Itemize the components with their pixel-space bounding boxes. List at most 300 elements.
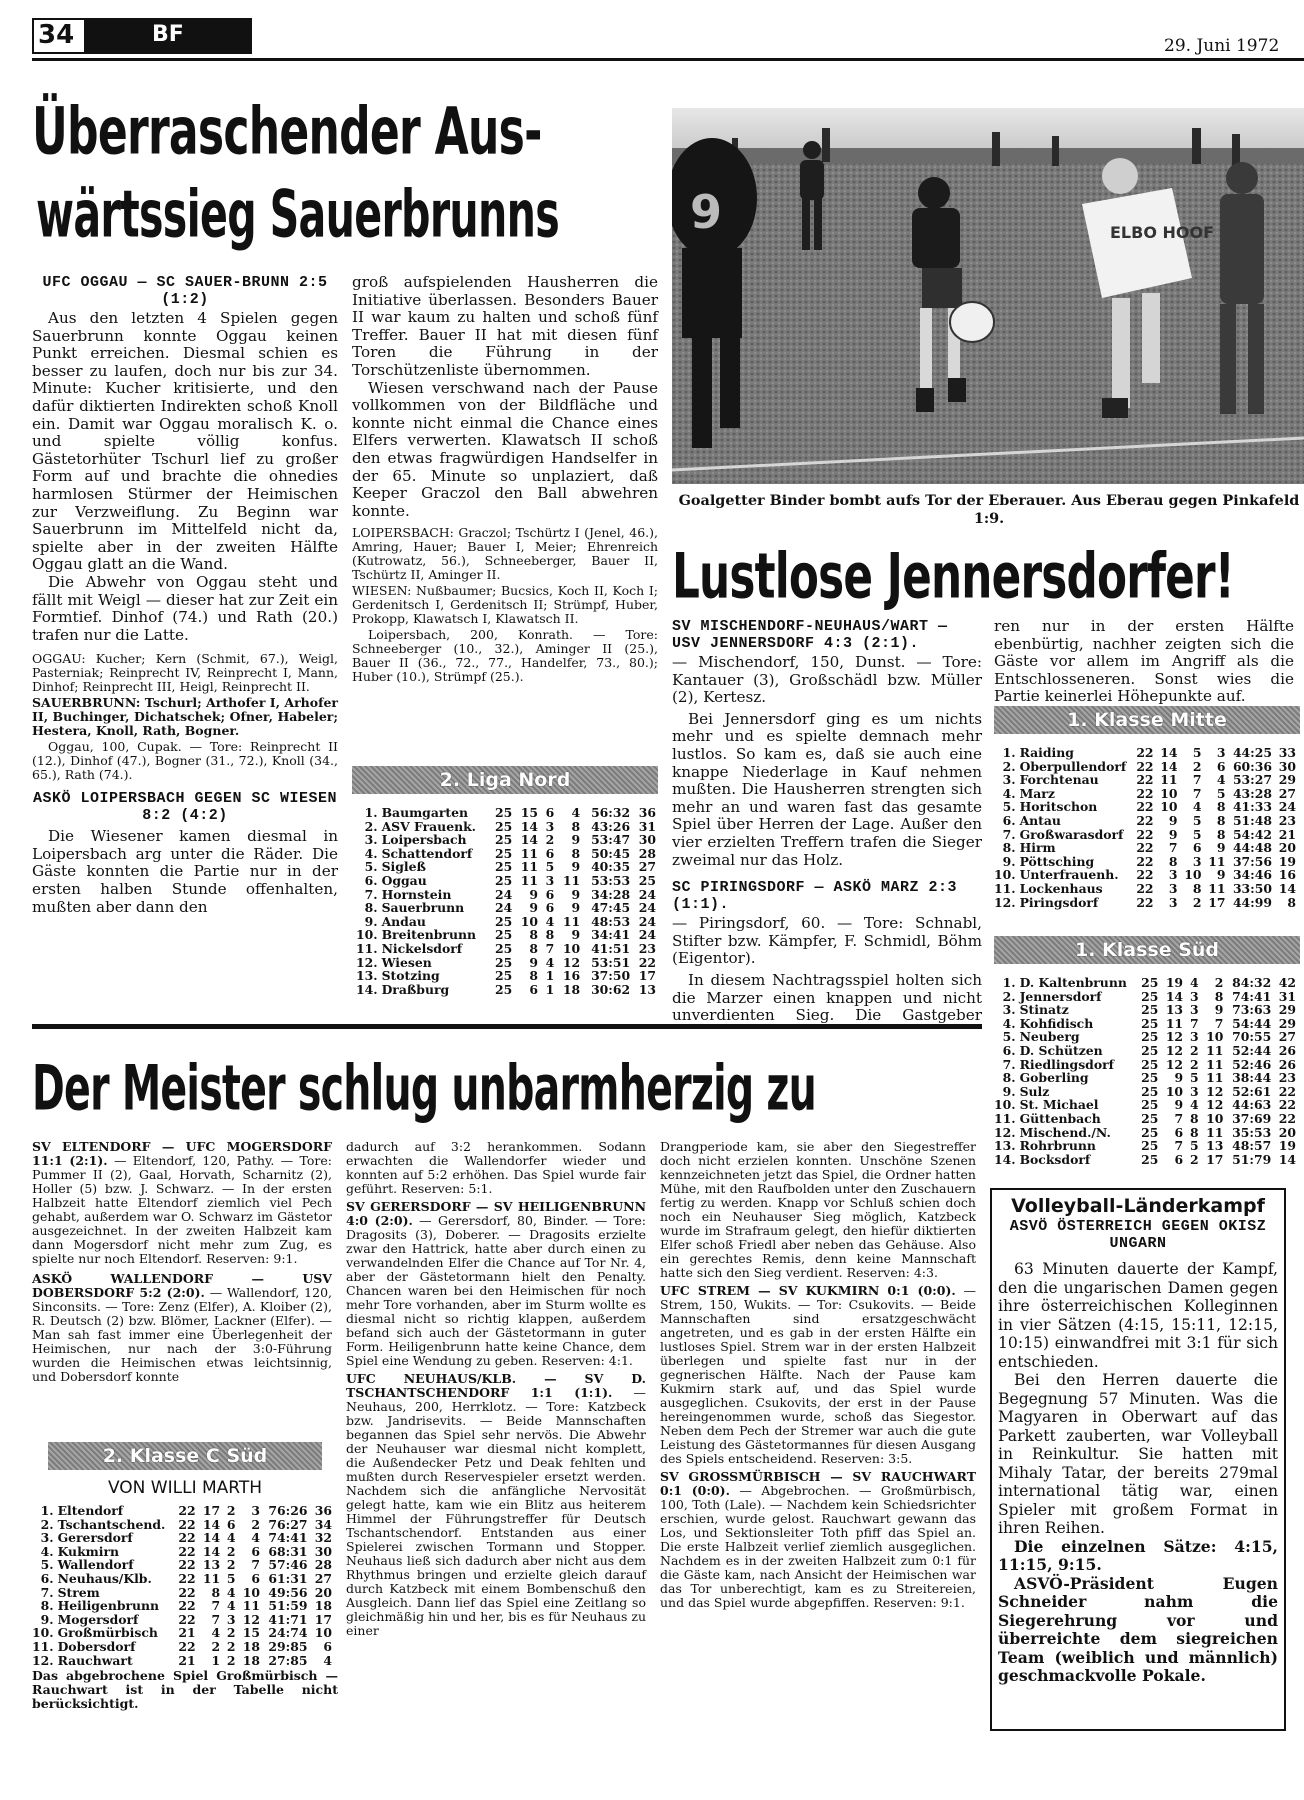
cell-goals: 56:32 [591,805,631,820]
cell-goals: 51:59 [268,1598,308,1614]
cell-played: 25 [1141,1015,1159,1031]
table-row [32,1599,332,1613]
table-row [994,1030,1296,1044]
cell-team: Loipersbach [381,832,467,848]
cell-points: 30 [314,1543,332,1559]
cell-lost: 4 [251,1530,260,1546]
table-row [32,1572,332,1586]
match-title: UFC NEUHAUS/KLB. — SV D. TSCHANTSCHENDORF 1:1 (1:1). [346,1371,646,1400]
cell-won: 7 [1174,1138,1184,1154]
lineup-loipersbach: LOIPERSBACH: Graczol; Tschürtz I (Jenel, 46.), Amring, Hauer; Bauer I, Meier; Ehrenreich (Kutrowatz, 56.), Schneeberger, Bauer II, Tschürtz II, Aminger II. [352,525,658,583]
cell-lost: 8 [1216,826,1226,842]
cell-lost: 9 [1214,1002,1224,1018]
cell-won: 11 [1160,772,1178,788]
cell-played: 25 [494,832,513,848]
table-row [994,828,1296,842]
cell-won: 13 [202,1557,221,1573]
cell-rank: 11. [994,1110,1016,1126]
cell-won: 14 [1160,745,1178,760]
cell-rank: 12. [994,1124,1016,1140]
cell-won: 10 [1160,799,1178,815]
cell-rank: 1. [1002,975,1016,990]
cell-lost: 4 [1216,772,1226,788]
table-title: 1. Klasse Süd [994,936,1300,964]
cell-team: Sigleß [381,859,426,875]
match-report [660,1470,976,1610]
cell-drawn: 8 [1189,1124,1199,1140]
table-row [994,760,1296,774]
cell-goals: 54:42 [1232,826,1272,842]
cell-played: 25 [494,968,513,984]
table-klasse-sued [994,936,1300,1166]
cell-goals: 53:53 [591,872,631,888]
cell-goals: 43:28 [1232,785,1272,801]
cell-team: Breitenbrunn [381,927,476,943]
article-body [32,310,338,644]
cell-team: Draßburg [381,981,450,997]
cell-rank: 5. [1002,1029,1016,1045]
cell-rank: 9. [40,1611,54,1627]
match-title: UFC OGGAU — SC SAUER-BRUNN 2:5 (1:2) [42,274,328,308]
table-row [356,860,656,874]
cell-goals: 34:28 [591,886,631,902]
header-rule [32,58,1304,61]
cell-won: 8 [529,927,539,943]
cell-lost: 12 [242,1611,260,1627]
article3-column1 [32,1140,332,1384]
table-row [356,915,656,929]
cell-played: 25 [1141,1029,1159,1045]
cell-played: 25 [1141,1138,1159,1154]
match-text: — Neuhaus, 200, Herrklotz. — Tore: Katzbeck bzw. Jandrisevits. — Beide Mannschaften begannen das Spiel sehr nervös. Die Abwehr der Neuhauser war diesmal nicht komplett, die Außendecker Petz und Deak fehlten und mußten durch Reservespieler ersetzt werden. Nachdem sich die anfängliche Nervosität gelegt hatte, kam wie ein Blitz aus heiterem Himmel der Führungstreffer für Deutsch Tschantschendorf. Entstanden aus einer Spielerei zwischen Tormann und Stopper. Neuhaus ließ sich dadurch aber nicht aus dem Rhythmus bringen und erzielte gleich darauf durch Katzbeck mit einem Bombenschuß den Ausgleich. Dann lief das Spiel eine Zeitlang so gleichmäßig hin und her, bis es für Neuhaus zu einer [346,1385,646,1638]
cell-points: 17 [638,968,656,984]
cell-points: 22 [638,954,656,970]
cell-points: 29 [1278,772,1296,788]
cell-rank: 13. [356,968,378,984]
article2-continuation [994,618,1294,706]
cell-team: Großmürbisch [57,1625,158,1641]
cell-rank: 9. [1002,853,1016,869]
standings-table [994,976,1296,1166]
paragraph: Bei den Herren dauerte die Begegnung 57 Minuten. Was die Magyaren in Oberwart auf das Parkett zauberten, war Volleyball in Reinkultur. Sie hatten mit Mihaly Tatar, der bereits 279mal international tätig war, einen Spieler mit großem Format in ihren Reihen. [998,1371,1278,1537]
cell-goals: 51:48 [1232,812,1272,828]
cell-points: 23 [638,940,656,956]
cell-drawn: 2 [226,1652,236,1668]
article3-column2 [346,1140,646,1638]
cell-team: Dobersdorf [57,1638,136,1654]
cell-drawn: 7 [545,940,555,956]
cell-lost: 12 [1206,1083,1224,1099]
cell-drawn: 4 [545,913,555,929]
match-report [32,1272,332,1384]
cell-points: 24 [1278,799,1296,815]
table-note: Das abgebrochene Spiel Großmürbisch — Rauchwart ist in der Tabelle nicht berücksichtigt. [32,1668,338,1712]
cell-points: 31 [638,818,656,834]
cell-lost: 10 [1206,1029,1224,1045]
cell-team: Kukmirn [57,1543,120,1559]
cell-points: 24 [638,913,656,929]
cell-rank: 11. [32,1638,54,1654]
cell-team: Großwarasdorf [1019,826,1124,842]
cell-drawn: 4 [1192,799,1202,815]
cell-played: 25 [1141,1002,1159,1018]
table-row [994,841,1296,855]
cell-team: Pöttsching [1019,853,1095,869]
cell-drawn: 8 [1189,1110,1199,1126]
cell-goals: 52:44 [1232,1042,1272,1058]
cell-team: Forchtenau [1019,772,1099,788]
cell-played: 22 [178,1598,196,1614]
photo-caption: Goalgetter Binder bombt aufs Tor der Eberauer. Aus Eberau gegen Pinkafeld 1:9. [678,492,1300,527]
svg-text:9: 9 [690,185,723,239]
cell-rank: 9. [364,913,378,929]
cell-goals: 61:31 [268,1570,308,1586]
cell-drawn: 3 [1189,1083,1199,1099]
cell-drawn: 7 [1192,785,1202,801]
cell-team: Gerersdorf [57,1530,133,1546]
cell-won: 4 [211,1625,221,1641]
cell-goals: 44:25 [1232,745,1272,760]
table-row [994,1044,1296,1058]
cell-goals: 40:35 [591,859,631,875]
cell-team: Jennersdorf [1019,988,1102,1004]
cell-played: 25 [494,954,513,970]
cell-team: Piringsdorf [1019,894,1099,910]
match-report [32,1140,332,1266]
cell-won: 9 [529,886,539,902]
cell-drawn: 2 [1189,1056,1199,1072]
table-row [994,896,1296,910]
cell-drawn: 6 [545,886,555,902]
cell-played: 25 [494,981,513,997]
cell-goals: 74:41 [268,1530,308,1546]
cell-rank: 4. [1002,1015,1016,1031]
cell-rank: 2. [1002,988,1016,1004]
match-info: — Piringsdorf, 60. — Tore: Schnabl, Stifter bzw. Kämpfer, F. Schmidl, Böhm (Eigentor). [672,914,982,968]
cell-rank: 5. [364,859,378,875]
cell-played: 22 [1136,772,1154,788]
cell-rank: 12. [994,894,1016,910]
cell-played: 22 [178,1638,196,1654]
cell-team: Bocksdorf [1019,1151,1091,1167]
cell-team: Stotzing [381,968,440,984]
cell-team: Wallendorf [57,1557,134,1573]
table-row [994,814,1296,828]
cell-played: 25 [1141,1151,1159,1167]
cell-goals: 37:69 [1232,1110,1272,1126]
cell-played: 22 [1136,826,1154,842]
match-text: — Abgebrochen. — Großmürbisch, 100, Toth (Lale). — Nachdem kein Schiedsrichter erschien, wurde gelost. Rauchwart gewann das Los, und Sektionsleiter Toth pfiff das Spiel an. Die erste Halbzeit verlief ziemlich ausgeglichen. Nachdem es in der zweiten Halbzeit zum 0:1 für die Gäste kam, nach Ansicht der Heimischen war das Tor unberechtigt, kam es zu Streitereien, und das Spiel wurde abgepfiffen. Reserven: 9:1. [660,1483,976,1610]
cell-won: 12 [1165,1029,1184,1045]
cell-played: 22 [178,1584,196,1600]
cell-played: 22 [1136,785,1154,801]
cell-goals: 74:41 [1232,988,1272,1004]
cell-won: 7 [1168,840,1178,856]
cell-rank: 8. [1002,840,1016,856]
cell-lost: 11 [1206,1042,1224,1058]
table-row [32,1558,332,1572]
cell-rank: 3. [1002,772,1016,788]
cell-drawn: 5 [1192,826,1202,842]
cell-goals: 41:71 [268,1611,308,1627]
cell-points: 14 [1278,880,1296,896]
cell-lost: 13 [1206,1138,1224,1154]
cell-played: 22 [178,1503,196,1518]
cell-points: 21 [1278,826,1296,842]
cell-goals: 34:41 [591,927,631,943]
cell-won: 11 [1165,1015,1184,1031]
table-row [32,1518,332,1532]
cell-team: Neuhaus/Klb. [57,1570,152,1586]
cell-drawn: 3 [1192,853,1202,869]
cell-goals: 34:46 [1232,867,1272,883]
cell-points: 13 [638,981,656,997]
cell-played: 25 [494,805,513,820]
cell-goals: 48:53 [591,913,631,929]
cell-rank: 4. [1002,785,1016,801]
cell-won: 14 [520,818,539,834]
table-row [994,1003,1296,1017]
cell-lost: 11 [562,872,581,888]
cell-lost: 18 [242,1652,260,1668]
cell-drawn: 4 [226,1530,236,1546]
cell-drawn: 6 [545,805,555,820]
cell-won: 10 [1165,1083,1184,1099]
article-body [32,828,338,916]
cell-points: 10 [314,1625,332,1641]
cell-goals: 49:56 [268,1584,308,1600]
standings-table [994,746,1296,909]
cell-goals: 70:55 [1232,1029,1272,1045]
cell-points: 24 [638,927,656,943]
cell-points: 19 [1278,1138,1296,1154]
table-row [356,806,656,820]
cell-played: 25 [494,845,513,861]
cell-drawn: 5 [545,859,555,875]
cell-drawn: 4 [1189,975,1199,990]
table-row [994,976,1296,990]
table-row [994,1098,1296,1112]
cell-rank: 11. [356,940,378,956]
cell-drawn: 6 [545,900,555,916]
cell-goals: 51:79 [1232,1151,1272,1167]
volleyball-title: Volleyball-Länderkampf [1011,1195,1265,1217]
cell-won: 14 [202,1516,221,1532]
cell-played: 22 [1136,745,1154,760]
cell-team: Riedlingsdorf [1019,1056,1114,1072]
cell-points: 33 [1278,745,1296,760]
cell-points: 29 [1278,1002,1296,1018]
cell-points: 23 [1278,812,1296,828]
table-row [32,1545,332,1559]
paragraph: Aus den letzten 4 Spielen gegen Sauerbrunn konnte Oggau keinen Punkt erreichen. Diesmal schien es besser zu laufen, doch nur bis zur 34. Minute: Kucher kritisierte, und den dafür diktierten Indirekten schoß Knoll ein. Damit war Oggau moralisch K. o. und spielte völlig konfus. Gästetorhüter Tschurl lief zu großer Form auf und brachte die ohnedies harmlosen Stürmer der Heimischen zur Verzweiflung. Zu Beginn war Sauerbrunn im Mittelfeld nicht da, spielte aber in der zweiten Hälfte Oggau glatt an die Wand. [32,309,338,574]
cell-team: Sulz [1019,1083,1050,1099]
paragraph: Die einzelnen Sätze: 4:15, 11:15, 9:15. [998,1536,1278,1574]
cell-team: St. Michael [1019,1097,1099,1113]
cell-goals: 52:61 [1232,1083,1272,1099]
cell-rank: 10. [32,1625,54,1641]
cell-team: Sauerbrunn [381,900,465,916]
cell-drawn: 5 [1192,745,1202,760]
cell-team: Mogersdorf [57,1611,139,1627]
cell-goals: 44:48 [1232,840,1272,856]
cell-won: 2 [211,1638,221,1654]
cell-team: Stinatz [1019,1002,1069,1018]
match-title: SV ELTENDORF — UFC MOGERSDORF 11:1 (2:1). [32,1139,332,1168]
cell-played: 25 [1141,975,1159,990]
cell-rank: 5. [1002,799,1016,815]
cell-goals: 41:51 [591,940,631,956]
cell-played: 22 [1136,867,1154,883]
headline-jennersdorfer: Lustlose Jennersdorfer! [672,540,1234,613]
paragraph: Die Wiesener kamen diesmal in Loipersbach arg unter die Räder. Die Gäste konnten die Partie nur in der ersten halben Stunde offenhalten, mußten aber dann den [32,827,338,916]
cell-won: 6 [1174,1124,1184,1140]
cell-team: Unterfrauenh. [1019,867,1119,883]
cell-points: 24 [638,900,656,916]
cell-team: Heiligenbrunn [57,1598,160,1614]
cell-team: Andau [381,913,426,929]
cell-lost: 17 [1208,894,1226,910]
table-title: 1. Klasse Mitte [994,706,1300,734]
cell-rank: 12. [32,1652,54,1668]
cell-lost: 2 [251,1516,260,1532]
cell-lost: 8 [571,845,581,861]
cell-lost: 9 [571,900,581,916]
section-divider [32,1024,982,1029]
standings-table [356,806,656,996]
cell-lost: 7 [1214,1015,1224,1031]
table-row [356,833,656,847]
cell-lost: 10 [1206,1110,1224,1126]
cell-points: 28 [638,845,656,861]
cell-lost: 8 [1216,799,1226,815]
table-row [994,1153,1296,1167]
match-info: — Mischendorf, 150, Dunst. — Tore: Kantauer (3), Großschädl bzw. Müller (2), Kertesz. [672,653,982,707]
cell-points: 6 [323,1638,332,1654]
cell-won: 9 [1174,1070,1184,1086]
match-title: ASKÖ LOIPERSBACH GEGEN SC WIESEN 8:2 (4:2) [32,790,338,825]
cell-played: 25 [1141,1110,1159,1126]
cell-played: 25 [1141,1083,1159,1099]
cell-won: 11 [520,859,539,875]
cell-played: 22 [178,1611,196,1627]
cell-won: 1 [211,1652,221,1668]
table-klasse-c-sued [32,1442,338,1711]
cell-played: 22 [1136,812,1154,828]
cell-drawn: 8 [1192,880,1202,896]
cell-points: 24 [638,886,656,902]
cell-drawn: 10 [1184,867,1202,883]
cell-rank: 1. [40,1503,54,1518]
cell-lost: 9 [1216,867,1226,883]
cell-points: 16 [1278,867,1296,883]
cell-won: 6 [1174,1151,1184,1167]
cell-lost: 11 [1208,853,1226,869]
article-body [352,274,658,520]
cell-points: 42 [1278,975,1296,990]
table-row [994,990,1296,1004]
table-row [994,868,1296,882]
cell-lost: 18 [242,1638,260,1654]
table-row [994,882,1296,896]
cell-won: 13 [1165,1002,1184,1018]
cell-team: Baumgarten [381,805,469,820]
article1-column1 [32,274,338,916]
cell-goals: 84:32 [1232,975,1272,990]
cell-played: 22 [1136,758,1154,774]
cell-team: Oberpullendorf [1019,758,1127,774]
match-title: ASKÖ WALLENDORF — USV DOBERSDORF 5:2 (2:0). [32,1271,332,1300]
cell-points: 22 [1278,1083,1296,1099]
cell-goals: 53:51 [591,954,631,970]
page-header [32,16,1304,56]
table-row [356,928,656,942]
cell-rank: 2. [364,818,378,834]
cell-goals: 33:50 [1232,880,1272,896]
table-row [994,800,1296,814]
paragraph: In diesem Nachtragsspiel holten sich die Marzer einen knappen und nicht unverdienten Sieg. Die Gastgeber [672,971,982,1024]
cell-drawn: 3 [1189,988,1199,1004]
cell-won: 3 [1168,880,1178,896]
article-body [672,711,982,869]
cell-goals: 60:36 [1232,758,1272,774]
cell-won: 11 [202,1570,221,1586]
cell-won: 7 [211,1611,221,1627]
table-author: VON WILLI MARTH [107,1478,263,1498]
cell-drawn: 3 [1189,1029,1199,1045]
cell-lost: 10 [242,1584,260,1600]
cell-played: 22 [178,1530,196,1546]
volleyball-subtitle: ASVÖ ÖSTERREICH GEGEN OKISZ UNGARN [1009,1218,1267,1252]
cell-points: 17 [314,1611,332,1627]
cell-drawn: 4 [226,1584,236,1600]
cell-won: 9 [529,900,539,916]
cell-won: 14 [520,832,539,848]
cell-rank: 5. [40,1557,54,1573]
cell-goals: 37:56 [1232,853,1272,869]
cell-drawn: 6 [1192,840,1202,856]
table-row [32,1654,332,1668]
cell-won: 12 [1165,1042,1184,1058]
cell-team: Antau [1019,812,1061,828]
cell-played: 21 [178,1625,196,1641]
paragraph: Die Abwehr von Oggau steht und fällt mit Weigl — dieser hat zur Zeit ein Formtief. Dinhof (74.) und Rath (20.) trafen nur die Latte. [32,572,338,644]
paragraph: groß aufspielenden Hausherren die Initiative überlassen. Besonders Bauer II war kaum zu halten und schoß fünf Treffer. Bauer II hat mit diesen fünf Toren die Führung in der Torschützenliste übernommen. [352,273,658,379]
cell-drawn: 2 [1189,1042,1199,1058]
table-row [994,1112,1296,1126]
cell-points: 30 [1278,758,1296,774]
table-row [356,969,656,983]
cell-lost: 6 [251,1570,260,1586]
cell-team: Lockenhaus [1019,880,1103,896]
paragraph: 63 Minuten dauerte der Kampf, den die ungarischen Damen gegen ihre österreichischen Kolleginnen in vier Sätzen (4:15, 15:11, 12:15, 10:15) einwandfrei mit 3:1 für sich entschieden. [998,1260,1278,1371]
cell-won: 14 [202,1543,221,1559]
cell-rank: 7. [1002,826,1016,842]
cell-goals: 41:33 [1232,799,1272,815]
table-row [356,983,656,997]
cell-won: 7 [211,1598,221,1614]
cell-rank: 6. [364,872,378,888]
cell-rank: 6. [1002,812,1016,828]
cell-rank: 1. [364,805,378,820]
cell-points: 28 [314,1557,332,1573]
cell-goals: 48:57 [1232,1138,1272,1154]
cell-goals: 73:63 [1232,1002,1272,1018]
cell-points: 18 [314,1598,332,1614]
cell-rank: 14. [356,981,378,997]
match-text: — Eltendorf, 120, Pathy. — Tore: Pummer II (2), Gaal, Horvath, Scharnitz (2), Holler (5) bzw. J. Schwarz. — In der ersten Halbzeit hatte Eltendorf ziemlich viel Pech gehabt, außerdem war O. Schwarz im Gästetor ausgezeichnet. In der zweiten Halbzeit kam dann Mogersdorf nicht mehr zum Zug, es spielte nur noch Eltendorf. Reserven: 9:1. [32,1153,332,1266]
cell-played: 22 [1136,840,1154,856]
